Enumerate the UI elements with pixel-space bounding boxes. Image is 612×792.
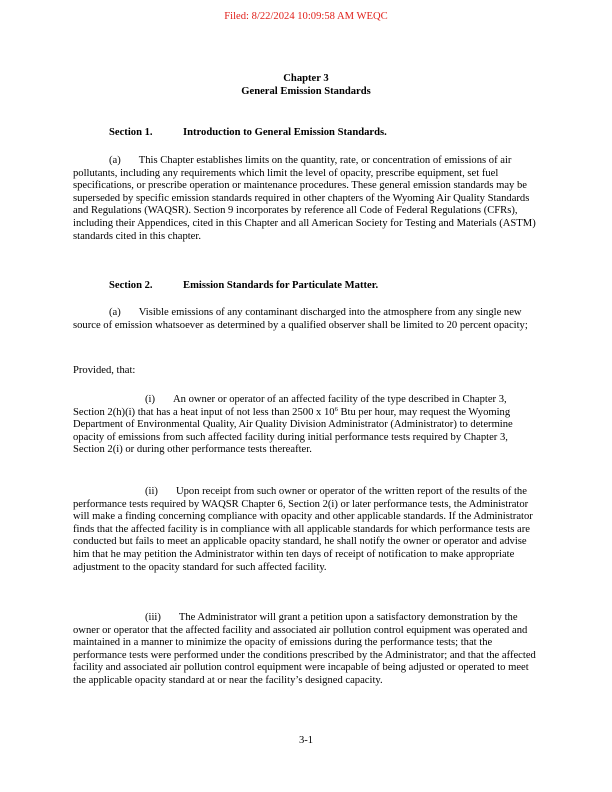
subparagraph-ii-text: Upon receipt from such owner or operator of the written report of the results of the performance tests required by WAQSR Chapter 6, Section 2(i) or later performance tests, the Administrator will make a finding concerning compliance with opacity and other applicable standards. If the Administrator finds that the affected facility is in compliance with all applicable standards for which performance tests are conducted but fails to meet an applicable opacity standard, he shall notify the owner or operator and advise him that he may petition the Administrator within ten days of receipt of notification to make appropriate adjustment to the opacity standard for such affected facility. (73, 486, 533, 573)
page-number: 3-1 (298, 735, 314, 746)
section-1-heading (109, 127, 549, 140)
chapter-number: Chapter 3 (283, 73, 329, 84)
section-2-para-a-label: (a) (109, 307, 121, 318)
chapter-heading (0, 73, 612, 98)
section-1-para-a-label: (a) (109, 155, 121, 166)
section-2-heading (109, 280, 549, 293)
section-2-number: Section 2. (109, 280, 153, 291)
filed-stamp: Filed: 8/22/2024 10:09:58 AM WEQC (224, 11, 388, 22)
section-2-para-a-text: Visible emissions of any contaminant discharged into the atmosphere from any single new source of emission whatsoever as determined by a qualified observer shall be limited to 20 percent opacity; (73, 307, 528, 331)
section-1-title: Introduction to General Emission Standards. (183, 127, 387, 138)
subparagraph-ii (73, 486, 541, 574)
section-2-paragraph-a (73, 307, 541, 332)
subparagraph-iii (73, 612, 541, 688)
subparagraph-ii-label: (ii) (145, 486, 158, 497)
subparagraph-iii-text: The Administrator will grant a petition upon a satisfactory demonstration by the owner or operator that the affected facility and associated air pollution control equipment was operated and maintained in a manner to minimize the opacity of emissions during the performance tests; that the performance tests were performed under the conditions prescribed by the Administrator; and that the affected facility and associated air pollution control equipment were incapable of being adjusted or operated to meet the applicable opacity standard at or near the facility’s designed capacity. (73, 612, 536, 686)
provided-clause: Provided, that: (73, 365, 136, 376)
superscript-exponent: 6 (334, 405, 338, 413)
subparagraph-i-label: (i) (145, 394, 155, 405)
subparagraph-i (73, 394, 541, 457)
subparagraph-iii-label: (iii) (145, 612, 161, 623)
section-2-title: Emission Standards for Particulate Matter. (183, 280, 379, 291)
section-1-number: Section 1. (109, 127, 153, 138)
subparagraph-i-text-start: An owner or operator of an affected facility of the type described in Chapter 3, Section 2(h)(i) that has a heat input of not less than 2500 x 10 (73, 394, 507, 418)
chapter-title: General Emission Standards (241, 85, 371, 97)
section-1-paragraph-a (73, 155, 541, 243)
section-1-para-a-text: This Chapter establishes limits on the quantity, rate, or concentration of emissions of air pollutants, including any requirements which limit the level of opacity, prescribe equipment, set fuel specifications, or prescribe operation or maintenance procedures. These general emission standards may be superseded by specific emission standards required in other chapters of the Wyoming Air Quality Standards and Regulations (WAQSR). Section 9 incorporates by reference all Code of Federal Regulations (CFRs), including their Appendices, cited in this Chapter and all American Society for Testing and Materials (ASTM) standards cited in this chapter. (73, 155, 536, 242)
subparagraph-i-text-end: Btu per hour, may request the Wyoming Department of Environmental Quality, Air Quality Division Administrator (Administrator) to determine opacity of emissions from such affected facility during initial performance tests required by Chapter 3, Section 2(i) or during other performance tests thereafter. (73, 406, 513, 456)
